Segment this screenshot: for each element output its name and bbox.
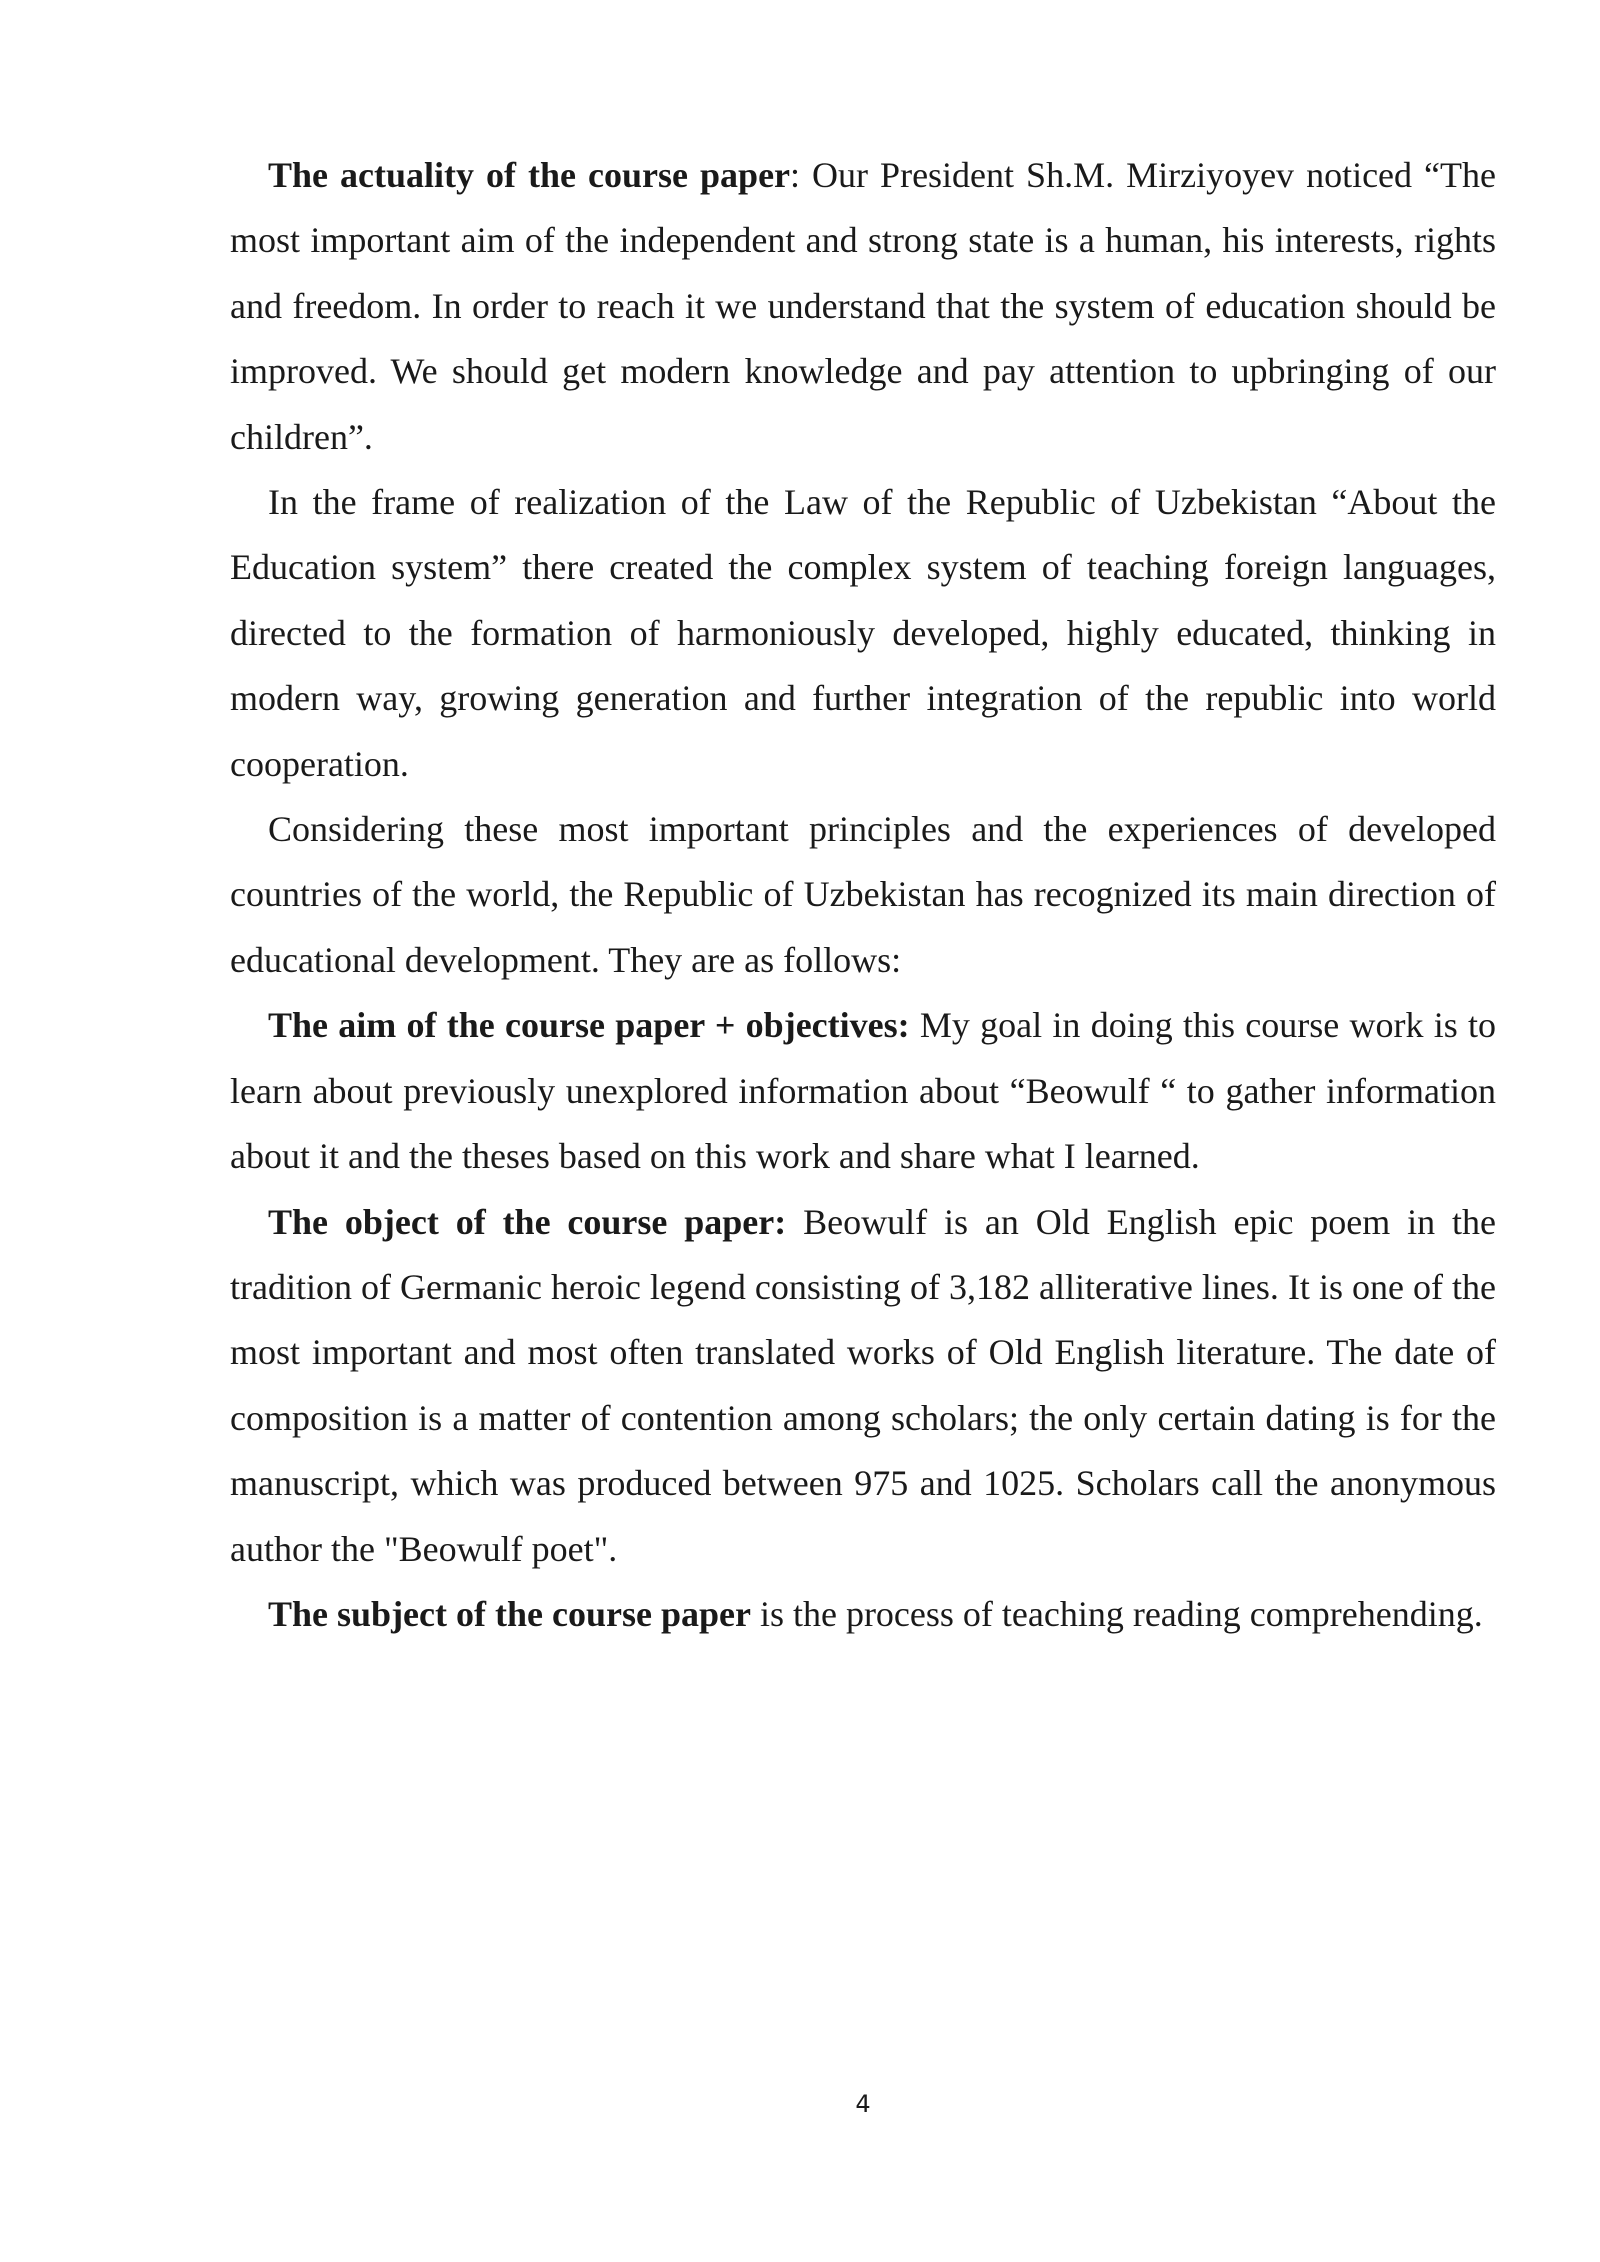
paragraph-actuality <box>230 143 1496 470</box>
paragraph-aim <box>230 993 1496 1189</box>
paragraph-object <box>230 1190 1496 1582</box>
aim-heading: The aim of the course paper + objectives: <box>268 1005 910 1046</box>
paragraph-law: In the frame of realization of the Law of the Republic of Uzbekistan “About the Education system” there created the complex system of teaching foreign languages, directed to the formation of harmoniously developed, highly educated, thinking in modern way, growing generation and further integration of the republic into world cooperation. <box>230 482 1496 784</box>
object-heading: The object of the course paper: <box>268 1201 787 1242</box>
actuality-heading: The actuality of the course paper <box>268 155 791 195</box>
object-text: Beowulf is an Old English epic poem in the tradition of Germanic heroic legend consisting of 3,182 alliterative lines. It is one of the most important and most often translated works of Old English literature. The date of composition is a matter of contention among scholars; the only certain dating is for the manuscript, which was produced between 975 and 1025. Scholars call the anonymous author the "Beowulf poet". <box>230 1201 1496 1569</box>
actuality-text: : Our President Sh.M. Mirziyoyev noticed “The most important aim of the independent and strong state is a human, his interests, rights and freedom. In order to reach it we understand that the system of education should be improved. We should get modern knowledge and pay attention to upbringing of our children”. <box>230 155 1497 457</box>
paragraph-subject <box>230 1582 1496 1647</box>
subject-text: is the process of teaching reading comprehending. <box>750 1593 1483 1634</box>
page-number: 4 <box>855 2090 871 2118</box>
page-body <box>230 143 1496 1647</box>
subject-heading: The subject of the course paper <box>268 1593 751 1634</box>
paragraph-principles: Considering these most important principles and the experiences of developed countries of the world, the Republic of Uzbekistan has recognized its main direction of educational development. They are as follows: <box>230 809 1496 980</box>
aim-text: My goal in doing this course work is to learn about previously unexplored information about “Beowulf “ to gather information about it and the theses based on this work and share what I learned. <box>230 1005 1496 1177</box>
